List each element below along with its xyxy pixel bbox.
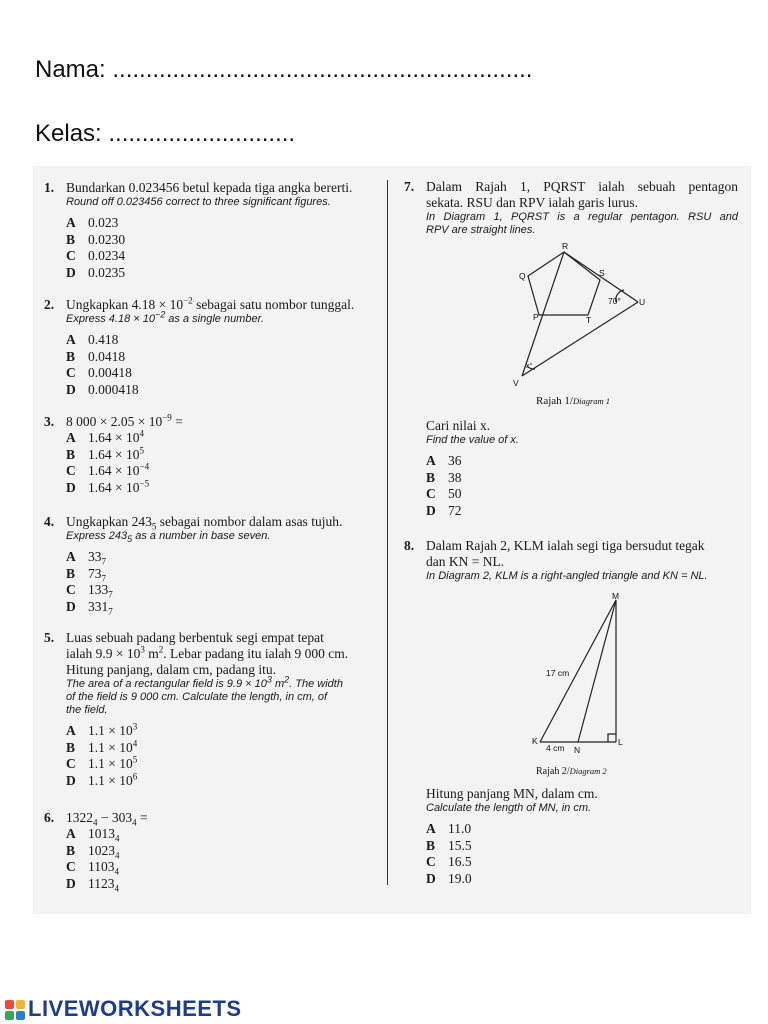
question-text-ms: Dalam Rajah 2, KLM ialah segi tiga bersudut tegak dan KN = NL. — [426, 538, 705, 569]
label-angle-x: x° — [526, 363, 533, 370]
question-text-ms: Ungkapkan $4.18 \times 10^{-2}$ sebagai satu nombor tunggal. — [66, 295, 355, 312]
question-stem: $1322_4 - 303_4$ = — [66, 810, 148, 828]
option-b[interactable]: B 0.0418 — [66, 348, 126, 364]
label-4cm: 4 cm — [546, 743, 565, 753]
options-list — [66, 430, 183, 496]
option-b[interactable]: B 38 — [426, 469, 462, 485]
column-divider — [387, 180, 388, 885]
diagram-1-caption: Rajah 1/Diagram 1 — [536, 395, 611, 407]
question-number: 7. — [404, 179, 415, 194]
label-l: L — [618, 737, 623, 747]
question-text-en: The area of a rectangular field is $9.9 \times 10^3$ $m^2$. The width of the field is 9 000 cm. Calculate the length, in cm, of the field. — [66, 674, 343, 716]
question-number: 8. — [404, 538, 415, 553]
option-a[interactable]: A $1.1 \times 10^3$ — [66, 721, 138, 738]
option-b[interactable]: B 0.0230 — [66, 231, 126, 247]
options-list — [426, 453, 726, 519]
options-list — [66, 723, 376, 789]
class-blank[interactable]: ............................ — [108, 120, 296, 147]
label-m: M — [612, 591, 620, 601]
options-list — [66, 215, 352, 281]
label-angle-70: 70° — [608, 296, 621, 306]
label-q: Q — [519, 271, 526, 281]
option-c[interactable]: C 16.5 — [426, 854, 472, 869]
option-a[interactable]: A 11.0 — [426, 821, 472, 836]
options-list — [66, 549, 342, 615]
option-b[interactable]: B $1.1 \times 10^4$ — [66, 738, 138, 755]
brand-text: LIVEWORKSHEETS — [28, 996, 242, 1021]
class-field[interactable] — [35, 120, 295, 148]
label-s: S — [599, 268, 605, 278]
question-text-ms: Dalam Rajah 1, PQRST ialah sebuah pentagon sekata. RSU dan RPV ialah garis lurus. — [426, 179, 738, 210]
option-d[interactable]: D $331_7$ — [66, 598, 113, 617]
label-p: P — [533, 312, 539, 322]
label-t: T — [586, 315, 592, 325]
option-d[interactable]: D $1.1 \times 10^6$ — [66, 771, 138, 788]
question-text-en: Express $4.18 \times 10^{-2}$ as a single number. — [66, 309, 264, 325]
question-text-ms: Bundarkan 0.023456 betul kepada tiga angka bererti. — [66, 180, 353, 195]
question-number: 5. — [44, 630, 55, 645]
option-d[interactable]: D $1.64 \times 10^{-5}$ — [66, 478, 150, 495]
option-a[interactable]: A 0.023 — [66, 215, 119, 230]
question-task-ms: Cari nilai x. — [426, 418, 491, 433]
question-stem: 8 $000 \times 2.05 \times 10^{-9}$ = — [66, 412, 183, 429]
question-number: 4. — [44, 514, 55, 529]
option-c[interactable]: C 0.0234 — [66, 248, 126, 263]
question-text-en: In Diagram 1, PQRST is a regular pentagon. RSU and RPV are straight lines. — [426, 211, 738, 236]
name-field[interactable] — [35, 56, 532, 84]
question-8-task — [426, 786, 726, 887]
option-d[interactable]: D 0.000418 — [66, 381, 139, 397]
option-d[interactable]: D 19.0 — [426, 870, 472, 886]
option-b[interactable]: B $1.64 \times 10^5$ — [66, 445, 144, 462]
diagram-2-caption: Rajah 2/Diagram 2 — [536, 766, 607, 777]
option-c[interactable]: C $133_7$ — [66, 582, 113, 600]
label-17cm: 17 cm — [546, 668, 570, 678]
question-task-en: Find the value of x. — [426, 434, 519, 446]
question-text-ms: Ungkapkan $243_5$ sebagai nombor dalam asas tujuh. — [66, 514, 343, 532]
option-b[interactable]: B 15.5 — [426, 837, 472, 853]
option-d[interactable]: D $1123_4$ — [66, 875, 119, 894]
option-b[interactable]: B $73_7$ — [66, 565, 106, 584]
label-n: N — [574, 745, 581, 755]
liveworksheets-logo-icon — [4, 999, 26, 1021]
option-a[interactable]: A $1013_4$ — [66, 826, 120, 844]
label-k: K — [532, 736, 538, 746]
option-a[interactable]: A 0.418 — [66, 332, 119, 347]
option-c[interactable]: C 0.00418 — [66, 365, 132, 380]
option-a[interactable]: A $33_7$ — [66, 549, 106, 567]
question-text-en: In Diagram 2, KLM is a right-angled triangle and KN = NL. — [426, 570, 708, 582]
option-c[interactable]: C 50 — [426, 486, 462, 501]
question-text-ms: Luas sebuah padang berbentuk segi empat tepat ialah $9.9 \times 10^3$ $m^2$. Lebar padang itu ialah 9 000 cm. Hitung panjang, dalam cm, padang itu. — [66, 630, 349, 677]
label-v: V — [513, 378, 519, 388]
liveworksheets-brand[interactable] — [4, 996, 242, 1022]
name-label: Nama: — [35, 56, 106, 83]
option-d[interactable]: D 72 — [426, 502, 462, 518]
label-u: U — [639, 297, 646, 307]
options-list — [66, 826, 148, 892]
class-label: Kelas: — [35, 120, 102, 147]
question-number: 1. — [44, 180, 55, 195]
question-task-ms: Hitung panjang MN, dalam cm. — [426, 786, 598, 801]
options-list — [66, 332, 354, 398]
question-7-task — [426, 418, 726, 519]
diagram-1-pentagon — [500, 238, 660, 413]
question-task-en: Calculate the length of MN, in cm. — [426, 802, 592, 814]
label-r: R — [562, 241, 569, 251]
option-a[interactable]: A $1.64 \times 10^4$ — [66, 428, 144, 445]
options-list — [426, 821, 726, 887]
question-number: 6. — [44, 810, 55, 825]
option-c[interactable]: C $1.1 \times 10^5$ — [66, 754, 138, 771]
option-a[interactable]: A 36 — [426, 453, 462, 468]
question-number: 3. — [44, 414, 55, 429]
question-number: 2. — [44, 297, 55, 312]
option-d[interactable]: D 0.0235 — [66, 264, 126, 280]
diagram-2-triangle — [520, 588, 640, 780]
name-blank[interactable]: ............................................................... — [112, 56, 533, 83]
question-text-en: Express $243_5$ as a number in base seven. — [66, 530, 271, 545]
option-c[interactable]: C $1103_4$ — [66, 859, 119, 877]
option-c[interactable]: C $1.64 \times 10^{-4}$ — [66, 461, 150, 478]
question-text-en: Round off 0.023456 correct to three significant figures. — [66, 196, 331, 208]
option-b[interactable]: B $1023_4$ — [66, 842, 120, 861]
